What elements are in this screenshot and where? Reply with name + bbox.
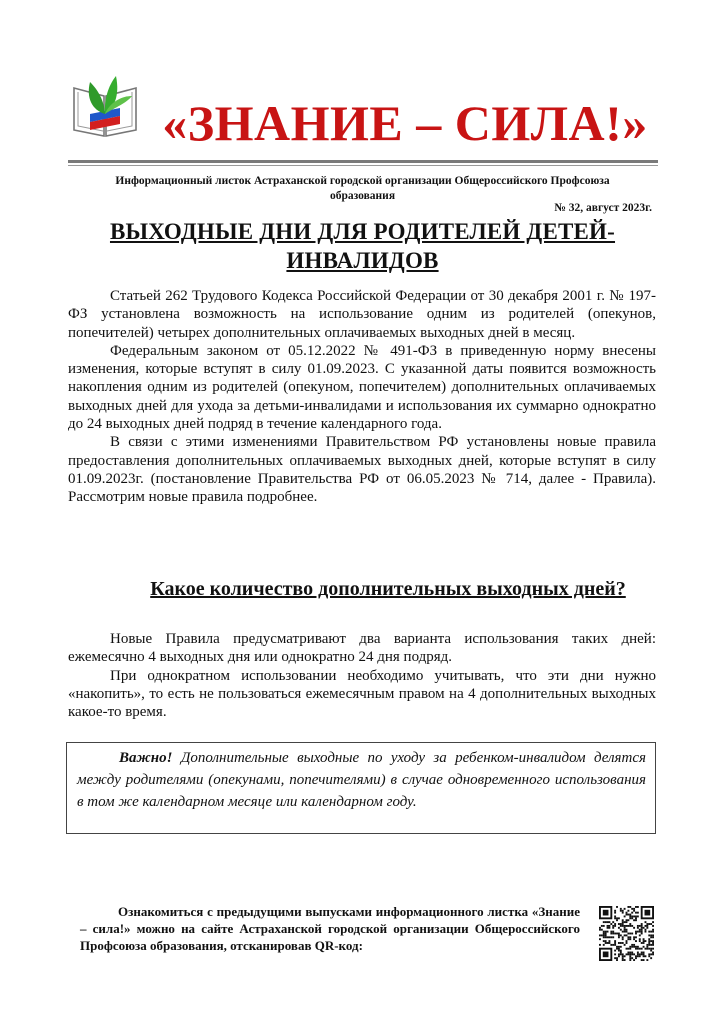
paragraph: Статьей 262 Трудового Кодекса Российской Федерации от 30 декабря 2001 г. № 197-ФЗ установлена возможность на использование одним из родителей (опекунов, попечителей) четырех дополнительных оплачиваемых выходных дней в месяц. xyxy=(68,288,656,341)
section-body xyxy=(68,630,656,721)
footer-text xyxy=(80,903,580,954)
article-body xyxy=(68,287,656,507)
publication-subtitle: Информационный листок Астраханской городской организации Общероссийского Профсоюза образования xyxy=(115,175,610,202)
paragraph: В связи с этими изменениями Правительством РФ установлены новые правила предоставления дополнительных оплачиваемых выходных дней, которые вступят в силу 01.09.2023г. (постановление Правительства РФ от 06.05.2023 № 714, далее - Правила). Рассмотрим новые правила подробнее. xyxy=(68,434,656,506)
important-notice-box xyxy=(66,742,656,834)
notice-text: Дополнительные выходные по уходу за ребенком-инвалидом делятся между родителями (опекунами, попечителями) в случае одновременного использования в том же календарном месяце или календарном году. xyxy=(77,750,646,810)
paragraph: При однократном использовании необходимо учитывать, что эти дни нужно «накопить», то есть не пользоваться ежемесячным правом на 4 дополнительных выходных какое-то время. xyxy=(68,667,656,721)
union-logo-icon xyxy=(70,70,140,142)
notice-paragraph xyxy=(77,747,646,813)
notice-label: Важно! xyxy=(119,750,173,766)
header-divider-thin xyxy=(68,165,658,166)
issue-number: № 32, август 2023г. xyxy=(554,202,652,214)
section-heading: Какое количество дополнительных выходных дней? xyxy=(150,578,626,600)
qr-code-icon[interactable] xyxy=(599,906,654,961)
masthead-title: «ЗНАНИЕ – СИЛА!» xyxy=(162,95,648,151)
footer-paragraph: Ознакомиться с предыдущими выпусками информационного листка «Знание – сила!» можно на сайте Астраханской городской организации Общероссийского Профсоюза образования, отсканировав QR-код: xyxy=(80,904,580,953)
header-divider xyxy=(68,160,658,163)
paragraph: Новые Правила предусматривают два варианта использования таких дней: ежемесячно 4 выходных дня или однократно 24 дня подряд. xyxy=(68,631,656,666)
article-headline: ВЫХОДНЫЕ ДНИ ДЛЯ РОДИТЕЛЕЙ ДЕТЕЙ-ИНВАЛИДОВ xyxy=(109,219,616,273)
paragraph: Федеральным законом от 05.12.2022 № 491-ФЗ в приведенную норму внесены изменения, которые вступят в силу 01.09.2023. С указанной даты появится возможность накопления одним из родителей (опекуном, попечителем) дополнительных оплачиваемых выходных дней для ухода за детьми-инвалидами и использования их суммарно однократно до 24 выходных дней подряд в течение календарного года. xyxy=(68,342,656,433)
